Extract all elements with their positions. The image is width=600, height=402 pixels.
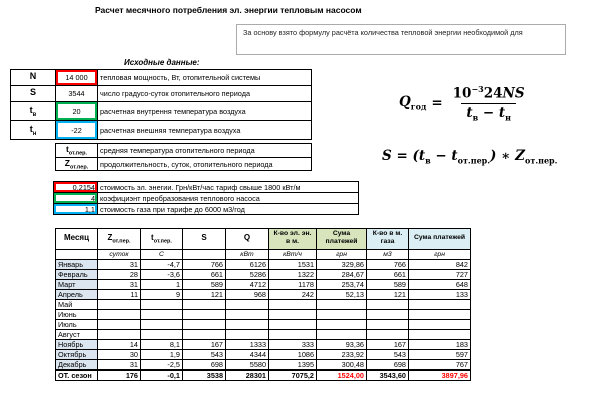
value-cell[interactable] (183, 320, 226, 330)
total-label-cell[interactable]: ОТ. сезон (56, 370, 98, 381)
month-row (56, 330, 471, 340)
value-cell[interactable]: 842 (409, 260, 471, 270)
header-row (56, 229, 471, 250)
note-text: За основу взято формулу расчёта количества тепловой энергии необходимой для (243, 28, 523, 37)
value-cell[interactable]: 329,86 (317, 260, 367, 270)
month-row (56, 260, 471, 270)
column-header-text: S (201, 233, 207, 243)
fraction (448, 84, 530, 122)
value-cell[interactable]: 121 (367, 290, 409, 300)
tariff-value-cell[interactable]: 0,2154 (54, 182, 98, 193)
value-cell[interactable]: 4712 (226, 280, 269, 290)
value-cell[interactable]: 589 (183, 280, 226, 290)
column-unit: суток (98, 250, 141, 260)
monthly-consumption-table (55, 228, 471, 381)
total-value-cell[interactable]: 176 (98, 370, 141, 381)
total-value-cell[interactable]: 28301 (226, 370, 269, 381)
month-row (56, 300, 471, 310)
total-value-cell[interactable]: 3543,60 (367, 370, 409, 381)
value-cell[interactable] (317, 310, 367, 320)
column-header-text: Z (107, 233, 113, 243)
value-cell[interactable]: 31 (98, 260, 141, 270)
value-cell[interactable]: 133 (409, 290, 471, 300)
column-header (409, 229, 471, 250)
value-cell[interactable]: 333 (269, 340, 317, 350)
value-cell[interactable] (317, 300, 367, 310)
value-cell[interactable]: 727 (409, 270, 471, 280)
value-cell[interactable]: 1,9 (141, 350, 183, 360)
month-row (56, 320, 471, 330)
column-header-text: t (151, 233, 154, 243)
param-label (11, 102, 56, 121)
value-cell[interactable]: 698 (367, 360, 409, 371)
value-cell[interactable]: 648 (409, 280, 471, 290)
value-cell[interactable]: 5580 (226, 360, 269, 371)
param-description: тепловая мощность, Вт, отопительной системы (98, 70, 312, 86)
month-cell[interactable]: Июль (56, 320, 98, 330)
value-cell[interactable] (269, 330, 317, 340)
value-cell[interactable]: 766 (183, 260, 226, 270)
tariff-description: стоимость эл. энегии. Грн/кВт/час тариф свыше 1800 кВт/м (98, 182, 359, 193)
param-value-cell[interactable]: 20 (56, 102, 98, 121)
value-cell[interactable] (226, 330, 269, 340)
column-unit: грн (317, 250, 367, 260)
value-cell[interactable]: 5286 (226, 270, 269, 280)
value-cell[interactable]: 93,36 (317, 340, 367, 350)
period-symbol-main: t (65, 144, 69, 154)
month-row (56, 280, 471, 290)
value-cell[interactable] (269, 300, 317, 310)
annual-energy-formula (399, 84, 530, 122)
init-data-row (11, 121, 312, 140)
month-row (56, 340, 471, 350)
column-unit: кВт/ч (269, 250, 317, 260)
month-cell[interactable]: Март (56, 280, 98, 290)
value-cell[interactable] (98, 310, 141, 320)
tariff-row (54, 204, 359, 215)
column-unit: м3 (367, 250, 409, 260)
column-header (98, 229, 141, 250)
month-cell[interactable]: Февраль (56, 270, 98, 280)
value-cell[interactable]: 1086 (269, 350, 317, 360)
tariff-value-cell[interactable]: 1,1 (54, 204, 98, 215)
param-value-cell[interactable]: -22 (56, 121, 98, 140)
period-symbol-main: Z (64, 157, 70, 168)
month-row (56, 270, 471, 280)
initial-data-table (10, 69, 312, 140)
init-data-row (11, 70, 312, 86)
value-cell[interactable] (98, 320, 141, 330)
value-cell[interactable] (367, 310, 409, 320)
param-symbol-sub: н (32, 130, 37, 137)
column-header-text: К-во эл. эн. в м. (273, 230, 312, 246)
value-cell[interactable]: -2,5 (141, 360, 183, 371)
column-header-text: К-во в м. газа (372, 230, 403, 246)
value-cell[interactable] (367, 330, 409, 340)
page-title: Расчет месячного потребления эл. энергии тепловым насосом (95, 5, 362, 15)
total-row (56, 370, 471, 381)
value-cell[interactable]: 8,1 (141, 340, 183, 350)
total-value-cell[interactable]: -0,1 (141, 370, 183, 381)
tariff-row (54, 182, 359, 193)
value-cell[interactable] (269, 320, 317, 330)
value-cell[interactable]: 31 (98, 360, 141, 371)
column-header (367, 229, 409, 250)
value-cell[interactable]: 300,48 (317, 360, 367, 371)
param-symbol: t (29, 104, 33, 115)
value-cell[interactable] (98, 300, 141, 310)
value-cell[interactable] (226, 310, 269, 320)
fraction-numerator: $10^{-3}24NS$ (452, 84, 525, 102)
column-header-text: Сума платежей (325, 230, 358, 246)
param-description: число градусо-суток отопительного периода (98, 86, 312, 102)
column-unit (56, 250, 98, 260)
month-cell[interactable]: Декабрь (56, 360, 98, 371)
period-def-row (56, 157, 312, 171)
column-unit (183, 250, 226, 260)
tariff-description: коэфициэнт преобразования теплового насоса (98, 193, 359, 204)
value-cell[interactable]: 167 (367, 340, 409, 350)
param-value-cell[interactable]: 3544 (56, 86, 98, 102)
degree-days-formula: $S = (t_в - t_{от.пер.})$ ∗ $Z_{от.пер.}$ (382, 148, 558, 166)
period-symbol (56, 157, 98, 171)
note-textbox[interactable] (236, 24, 566, 55)
init-data-row (11, 102, 312, 121)
value-cell[interactable] (183, 310, 226, 320)
fraction-denominator: $t_в - t_н$ (461, 103, 516, 123)
value-cell[interactable] (226, 320, 269, 330)
column-unit: кВт (226, 250, 269, 260)
value-cell[interactable]: 1178 (269, 280, 317, 290)
value-cell[interactable] (317, 320, 367, 330)
month-row (56, 350, 471, 360)
month-cell[interactable]: Апрель (56, 290, 98, 300)
param-symbol: N (29, 71, 37, 82)
column-header (141, 229, 183, 250)
value-cell[interactable]: 14 (98, 340, 141, 350)
month-cell[interactable]: Ноябрь (56, 340, 98, 350)
period-description: продолжительность, суток, отопительного периода (98, 157, 312, 171)
month-cell[interactable]: Май (56, 300, 98, 310)
units-row (56, 250, 471, 260)
column-header (183, 229, 226, 250)
value-cell[interactable]: 543 (183, 350, 226, 360)
value-cell[interactable] (141, 330, 183, 340)
value-cell[interactable] (269, 310, 317, 320)
column-header (226, 229, 269, 250)
month-cell[interactable]: Июнь (56, 310, 98, 320)
value-cell[interactable]: 167 (183, 340, 226, 350)
initial-data-heading: Исходные данные: (124, 58, 200, 67)
column-header-sub: от.пер. (153, 238, 172, 245)
param-value-cell[interactable]: 14 000 (56, 70, 98, 86)
value-cell[interactable]: 233,92 (317, 350, 367, 360)
value-cell[interactable]: -4,7 (141, 260, 183, 270)
value-cell[interactable]: 6126 (226, 260, 269, 270)
month-row (56, 290, 471, 300)
column-unit: С (141, 250, 183, 260)
init-data-row (11, 86, 312, 102)
value-cell[interactable] (409, 320, 471, 330)
value-cell[interactable]: 183 (409, 340, 471, 350)
value-cell[interactable] (141, 320, 183, 330)
total-value-cell[interactable]: 1524,00 (317, 370, 367, 381)
param-description: расчетная внутрення температура воздуха (98, 102, 312, 121)
column-header (317, 229, 367, 250)
formula-q-lhs: $Q_{год}$ (399, 94, 427, 112)
period-def-row (56, 144, 312, 158)
value-cell[interactable]: 661 (367, 270, 409, 280)
value-cell[interactable]: 1395 (269, 360, 317, 371)
value-cell[interactable] (183, 330, 226, 340)
period-description: средняя температура отопительного периода (98, 144, 312, 158)
value-cell[interactable] (226, 300, 269, 310)
value-cell[interactable]: 597 (409, 350, 471, 360)
param-description: расчетная внешняя температура воздуха (98, 121, 312, 140)
value-cell[interactable] (367, 300, 409, 310)
period-symbol (56, 144, 98, 158)
value-cell[interactable] (317, 330, 367, 340)
value-cell[interactable]: 1 (141, 280, 183, 290)
tariff-table (53, 181, 359, 215)
month-row (56, 310, 471, 320)
param-label (11, 121, 56, 140)
value-cell[interactable] (183, 300, 226, 310)
value-cell[interactable]: 1531 (269, 260, 317, 270)
value-cell[interactable]: 31 (98, 280, 141, 290)
total-value-cell[interactable]: 3538 (183, 370, 226, 381)
total-value-cell[interactable]: 3897,96 (409, 370, 471, 381)
value-cell[interactable]: 242 (269, 290, 317, 300)
tariff-description: стоимость газа при тарифе до 6000 м3/год (98, 204, 359, 215)
column-header-sub: от.пер. (112, 238, 131, 245)
column-header (56, 229, 98, 250)
param-symbol-sub: в (32, 111, 37, 118)
value-cell[interactable] (409, 300, 471, 310)
total-value-cell[interactable]: 7075,2 (269, 370, 317, 381)
value-cell[interactable]: 4344 (226, 350, 269, 360)
column-header-text: Месяц (63, 233, 90, 243)
period-definitions-table (55, 143, 312, 171)
month-cell[interactable]: Октябрь (56, 350, 98, 360)
value-cell[interactable]: 28 (98, 270, 141, 280)
value-cell[interactable] (367, 320, 409, 330)
value-cell[interactable]: 52,13 (317, 290, 367, 300)
value-cell[interactable]: 767 (409, 360, 471, 371)
column-unit: грн (409, 250, 471, 260)
period-symbol-sub: от.пер. (69, 164, 89, 171)
value-cell[interactable]: -3,6 (141, 270, 183, 280)
value-cell[interactable]: 253,74 (317, 280, 367, 290)
value-cell[interactable]: 766 (367, 260, 409, 270)
value-cell[interactable]: 1322 (269, 270, 317, 280)
value-cell[interactable]: 698 (183, 360, 226, 371)
equals-sign: = (431, 95, 443, 112)
month-cell[interactable]: Август (56, 330, 98, 340)
column-header-text: Сума платежей (413, 234, 466, 242)
month-cell[interactable]: Январь (56, 260, 98, 270)
value-cell[interactable]: 9 (141, 290, 183, 300)
column-header-text: Q (243, 233, 251, 243)
period-symbol-sub: от.пер. (68, 150, 88, 157)
param-label (11, 70, 56, 86)
param-symbol: S (29, 87, 36, 98)
value-cell[interactable]: 30 (98, 350, 141, 360)
value-cell[interactable]: 121 (183, 290, 226, 300)
value-cell[interactable] (409, 310, 471, 320)
value-cell[interactable] (409, 330, 471, 340)
value-cell[interactable]: 968 (226, 290, 269, 300)
tariff-row (54, 193, 359, 204)
value-cell[interactable] (141, 300, 183, 310)
value-cell[interactable] (141, 310, 183, 320)
value-cell[interactable]: 11 (98, 290, 141, 300)
param-symbol: t (29, 123, 33, 134)
tariff-value-cell[interactable]: 4 (54, 193, 98, 204)
param-label (11, 86, 56, 102)
column-header (269, 229, 317, 250)
value-cell[interactable] (98, 330, 141, 340)
value-cell[interactable]: 1333 (226, 340, 269, 350)
value-cell[interactable]: 589 (367, 280, 409, 290)
value-cell[interactable]: 661 (183, 270, 226, 280)
value-cell[interactable]: 543 (367, 350, 409, 360)
value-cell[interactable]: 284,67 (317, 270, 367, 280)
month-row (56, 360, 471, 371)
